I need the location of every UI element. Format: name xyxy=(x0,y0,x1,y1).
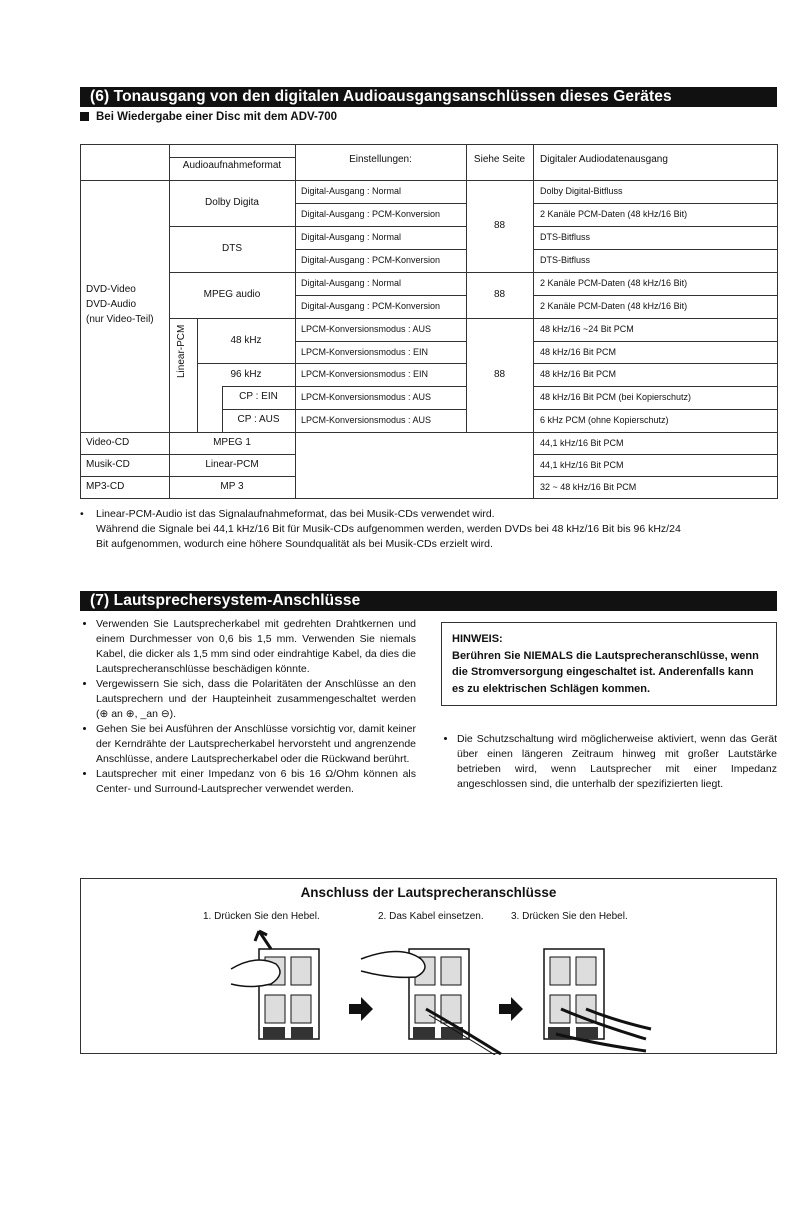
page-ref-1: 88 xyxy=(493,220,506,231)
setting-row-5: Digital-Ausgang : Normal xyxy=(301,278,402,288)
arrow-right-icon xyxy=(349,997,373,1021)
output-row-1: Dolby Digital-Bitfluss xyxy=(540,186,623,196)
note-line-3: Bit aufgenommen, wodurch eine höhere Soundqualität als bei Musik-CDs erzielt wird. xyxy=(96,538,493,550)
speaker-bullets xyxy=(80,617,416,797)
output-row-8: 48 kHz/16 Bit PCM xyxy=(540,347,617,357)
dvd-audio-label: DVD-Audio xyxy=(86,299,137,310)
note-line-2: Während die Signale bei 44,1 kHz/16 Bit für Musik-CDs aufgenommen werden, werden DVDs bei 48 kHz/16 Bit bis 96 kHz/24 xyxy=(96,523,681,535)
setting-row-1: Digital-Ausgang : Normal xyxy=(301,186,402,196)
output-row-2: 2 Kanäle PCM-Daten (48 kHz/16 Bit) xyxy=(540,209,688,219)
terminal-step1-icon xyxy=(231,931,319,1039)
speaker-bullet-3: • Gehen Sie bei Ausführen der Anschlüsse vorsichtig vor, damit keiner der Kerndrähte der Lautsprecherkabel hervorsteht und angrenzende Anschlüsse, andere Lautsprecherkabel oder die Rückwand berührt. xyxy=(96,722,416,767)
speaker-bullet-4: • Lautsprecher mit einer Impedanz von 6 bis 16 Ω/Ohm können als Center- und Surround-Lautsprecher verwendet werden. xyxy=(96,767,416,797)
output-row-7: 48 kHz/16 ~24 Bit PCM xyxy=(540,324,634,334)
output-video-cd: 44,1 kHz/16 Bit PCM xyxy=(540,438,624,448)
header-settings: Einstellungen: xyxy=(349,154,412,165)
setting-row-3: Digital-Ausgang : Normal xyxy=(301,232,402,242)
note-line-1: Linear-PCM-Audio ist das Signalaufnahmeformat, das bei Musik-CDs verwendet wird. xyxy=(96,508,495,520)
output-row-4: DTS-Bitfluss xyxy=(540,255,591,265)
media-mp3-cd: MP3-CD xyxy=(86,481,125,492)
format-linear-pcm: Linear-PCM xyxy=(205,459,259,470)
page-ref-3: 88 xyxy=(493,369,506,380)
section6-title: (6) Tonausgang von den digitalen Audioausgangsanschlüssen dieses Gerätes xyxy=(80,87,777,107)
format-cp-aus: CP : AUS xyxy=(237,414,280,425)
output-row-5: 2 Kanäle PCM-Daten (48 kHz/16 Bit) xyxy=(540,278,688,288)
setting-row-4: Digital-Ausgang : PCM-Konversion xyxy=(301,255,441,265)
output-row-10: 48 kHz/16 Bit PCM (bei Kopierschutz) xyxy=(540,392,692,402)
output-musik-cd: 44,1 kHz/16 Bit PCM xyxy=(540,460,624,470)
speaker-bullet-1: • Verwenden Sie Lautsprecherkabel mit gedrehten Drahtkernen und einem Durchmesser von 0,6 bis 1,5 mm. Verwenden Sie niemals Kabel, die dicker als 1,5 mm sind oder eindrahtige Kabel, da dies die Lautsprecheranschlüsse beschädigen könnte. xyxy=(96,617,416,677)
format-mp3: MP 3 xyxy=(220,481,244,492)
setting-row-2: Digital-Ausgang : PCM-Konversion xyxy=(301,209,441,219)
setting-row-7: LPCM-Konversionsmodus : AUS xyxy=(301,324,432,334)
video-part-label: (nur Video-Teil) xyxy=(86,314,154,325)
step-2-label: 2. Das Kabel einsetzen. xyxy=(378,911,484,922)
setting-row-8: LPCM-Konversionsmodus : EIN xyxy=(301,347,429,357)
section7-title: (7) Lautsprechersystem-Anschlüsse xyxy=(80,591,777,611)
subtitle-text: Bei Wiedergabe einer Disc mit dem ADV-700 xyxy=(96,111,338,123)
section6-subtitle xyxy=(80,111,337,123)
table-note xyxy=(96,507,781,552)
connection-box xyxy=(80,878,777,1054)
header-format: Audioaufnahmeformat xyxy=(182,160,282,171)
output-row-9: 48 kHz/16 Bit PCM xyxy=(540,369,617,379)
connection-illustration xyxy=(81,879,778,1055)
setting-row-11: LPCM-Konversionsmodus : AUS xyxy=(301,415,432,425)
dvd-video-label: DVD-Video xyxy=(86,284,136,295)
format-dts: DTS xyxy=(222,243,242,254)
output-row-11: 6 kHz PCM (ohne Kopierschutz) xyxy=(540,415,669,425)
connection-title: Anschluss der Lautsprecheranschlüsse xyxy=(300,885,557,900)
media-musik-cd: Musik-CD xyxy=(86,459,130,470)
format-mpeg1: MPEG 1 xyxy=(213,437,251,448)
setting-row-10: LPCM-Konversionsmodus : AUS xyxy=(301,392,432,402)
output-row-6: 2 Kanäle PCM-Daten (48 kHz/16 Bit) xyxy=(540,301,688,311)
step-1-label: 1. Drücken Sie den Hebel. xyxy=(203,911,320,922)
warning-box xyxy=(441,622,777,706)
terminal-step2-icon xyxy=(361,949,503,1055)
speaker-bullet-2: • Vergewissern Sie sich, dass die Polaritäten der Anschlüsse an den Lautsprechern und der Haupteinheit zusammengeschaltet werden (⊕ an ⊕, _an ⊖). xyxy=(96,677,416,722)
media-video-cd: Video-CD xyxy=(86,437,130,448)
arrow-right-icon xyxy=(499,997,523,1021)
setting-row-9: LPCM-Konversionsmodus : EIN xyxy=(301,369,429,379)
format-96khz: 96 kHz xyxy=(230,369,262,380)
terminal-step3-icon xyxy=(544,949,651,1051)
format-48khz: 48 kHz xyxy=(230,335,262,346)
setting-row-6: Digital-Ausgang : PCM-Konversion xyxy=(301,301,441,311)
protection-note xyxy=(441,732,777,792)
protection-bullet: • Die Schutzschaltung wird möglicherweise aktiviert, wenn das Gerät über einen längeren Zeitraum hinweg mit großer Lautstärke betrieben wird, wenn Lautsprecher mit einer Impedanz angeschlossen sind, die unterhalb der spezifizierten liegt. xyxy=(457,732,777,792)
format-dolby: Dolby Digita xyxy=(205,197,259,208)
warning-title: HINWEIS: xyxy=(452,633,503,645)
format-mpeg: MPEG audio xyxy=(203,289,261,300)
header-page: Siehe Seite xyxy=(473,154,526,165)
format-linear-pcm-vertical: Linear-PCM xyxy=(176,324,187,378)
header-output: Digitaler Audiodatenausgang xyxy=(540,154,668,165)
square-bullet-icon xyxy=(80,112,89,121)
output-row-3: DTS-Bitfluss xyxy=(540,232,591,242)
warning-text: Berühren Sie NIEMALS die Lautsprecheranschlüsse, wenn die Stromversorgung eingeschaltet ist. Anderenfalls kann es zu elektrischen Schlägen kommen. xyxy=(452,649,759,695)
output-mp3-cd: 32 ~ 48 kHz/16 Bit PCM xyxy=(540,482,637,492)
page-ref-2: 88 xyxy=(493,289,506,300)
step-3-label: 3. Drücken Sie den Hebel. xyxy=(511,911,628,922)
format-cp-ein: CP : EIN xyxy=(239,391,278,402)
bullet-dot: • xyxy=(80,508,84,520)
